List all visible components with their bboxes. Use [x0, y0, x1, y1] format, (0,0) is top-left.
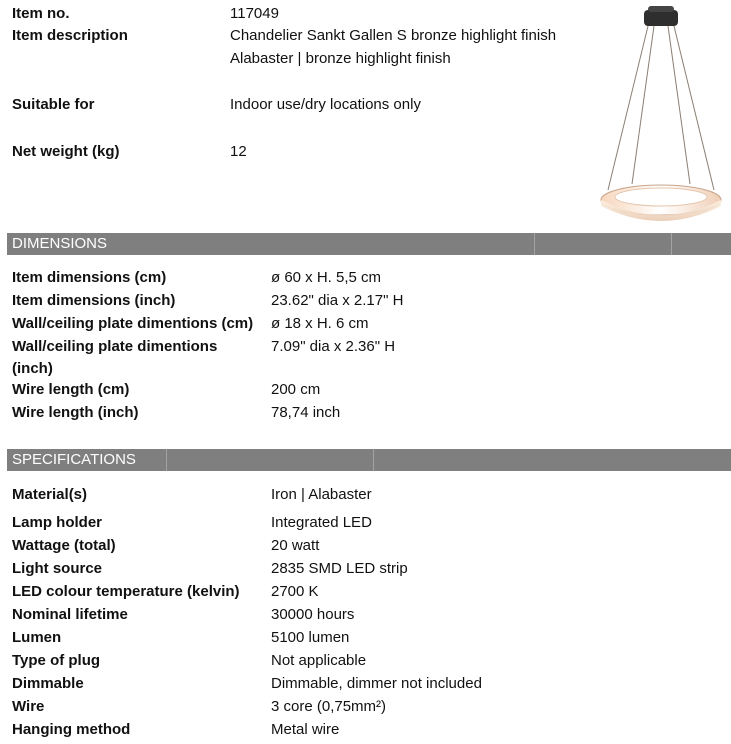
row-label: Lamp holder [12, 514, 103, 531]
suitable-for-label: Suitable for [12, 96, 95, 113]
row-value: 5100 lumen [271, 629, 350, 646]
item-no-value: 117049 [230, 5, 279, 22]
row-label: LED colour temperature (kelvin) [12, 583, 240, 600]
row-value: 3 core (0,75mm²) [271, 698, 387, 715]
row-label: Item dimensions (inch) [12, 292, 176, 309]
row-label: Hanging method [12, 721, 131, 738]
row-value: ø 60 x H. 5,5 cm [271, 269, 382, 286]
row-value: ø 18 x H. 6 cm [271, 315, 369, 332]
row-value: 20 watt [271, 537, 320, 554]
row-label: Dimmable [12, 675, 84, 692]
header-divider [671, 233, 672, 255]
row-label-continued: (inch) [12, 360, 53, 377]
row-value: 2835 SMD LED strip [271, 560, 408, 577]
specifications-header-text: SPECIFICATIONS [12, 451, 136, 468]
row-value: Not applicable [271, 652, 367, 669]
header-divider [373, 449, 374, 471]
row-label: Nominal lifetime [12, 606, 128, 623]
row-label: Wall/ceiling plate dimentions [12, 338, 218, 355]
net-weight-label: Net weight (kg) [12, 143, 120, 160]
row-label: Wire length (inch) [12, 404, 139, 421]
specifications-header [7, 449, 731, 471]
net-weight-value: 12 [230, 143, 247, 160]
row-label: Material(s) [12, 486, 88, 503]
chandelier-ring-image [596, 4, 726, 224]
row-value: 78,74 inch [271, 404, 341, 421]
dimensions-header [7, 233, 731, 255]
item-description-label: Item description [12, 27, 128, 44]
row-value: 30000 hours [271, 606, 355, 623]
row-value: Metal wire [271, 721, 340, 738]
row-label: Light source [12, 560, 103, 577]
dimensions-header-text: DIMENSIONS [12, 235, 108, 252]
row-label: Lumen [12, 629, 62, 646]
header-divider [166, 449, 167, 471]
row-value: 23.62" dia x 2.17" H [271, 292, 404, 309]
row-label: Wall/ceiling plate dimentions (cm) [12, 315, 254, 332]
row-value: 2700 K [271, 583, 319, 600]
header-divider [534, 233, 535, 255]
row-value: Iron | Alabaster [271, 486, 372, 503]
row-label: Wattage (total) [12, 537, 116, 554]
item-description-line1: Chandelier Sankt Gallen S bronze highlight finish [230, 27, 557, 44]
row-value: 200 cm [271, 381, 321, 398]
item-description-line2: Alabaster | bronze highlight finish [230, 50, 451, 67]
item-no-label: Item no. [12, 5, 70, 22]
row-label: Type of plug [12, 652, 101, 669]
suitable-for-value: Indoor use/dry locations only [230, 96, 421, 113]
row-label: Item dimensions (cm) [12, 269, 167, 286]
row-label: Wire [12, 698, 45, 715]
row-value: Dimmable, dimmer not included [271, 675, 482, 692]
row-value: 7.09" dia x 2.36" H [271, 338, 396, 355]
row-value: Integrated LED [271, 514, 372, 531]
row-label: Wire length (cm) [12, 381, 130, 398]
